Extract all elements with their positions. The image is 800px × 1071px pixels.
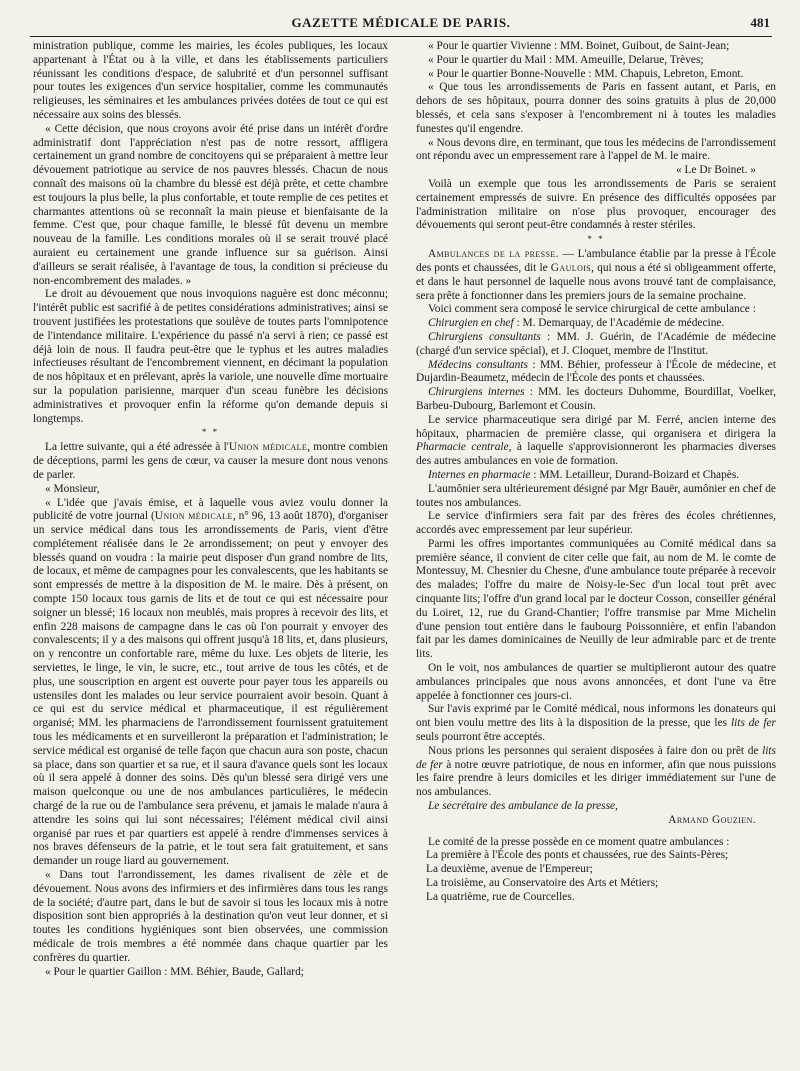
paragraph: Le droit au dévouement que nous invoquions naguère est donc méconnu; l'intérêt public est sacrifié à de petites considérations administratives; ainsi se trouvent justifiées les protestations que soulève de toutes parts l'omnipotence de l'intendance militaire. L'expérience du passé n'a servi à rien; ce passé est déjà loin de nous. Il faudra peut-être que le typhus et les autres maladies infectieuses résultant de l'encombrement viennent, en décimant la population de nos hôpitaux et en prélevant, après la variole, une nouvelle dîme mortuaire sur la population parisienne, marquer d'un sceau funèbre les décisions administratives et provoquer enfin la réforme qu'on demande depuis si longtemps. [33, 288, 388, 425]
page-header [30, 10, 772, 37]
text: : MM. Letailleur, Durand-Boizard et Chapès. [530, 468, 740, 481]
paragraph [416, 386, 776, 414]
paragraph: « Cette décision, que nous croyons avoir été prise dans un intérêt d'ordre administratif dont l'appréciation n'est pas de notre ressort, affligera certainement un grand nombre de concitoyens qui se préparaient à mettre leur dévouement patriotique au service de nos pauvres blessés. Chacun de nous connaît des maisons où la chambre du blessé est déjà prête, et cette chambre est toujours la plus belle, la plus confortable, et toute remplie de ces petites et charmantes attentions où se reconnaît la main pieuse et bienfaisante de la femme. C'est que, pour chaque famille, le blessé fût devenu un membre nouveau de la famille. Les conditions morales où il se serait trouvé placé auraient eu certainement une grande influence sur sa guérison. Ainsi d'ailleurs se serait réalisée, à l'avantage de tous, la condition si précieuse du non-encombrement des malades. » [33, 122, 388, 287]
role-label: Chirurgien en chef [428, 317, 514, 330]
text: Le service pharmaceutique sera dirigé par M. Ferré, ancien interne des hôpitaux, pharmacien de première classe, qui organisera et dirigera la [416, 413, 776, 440]
text: « L'idée que j'avais émise, et à laquelle vous aviez voulu donner la publicité de votre journal ( [33, 496, 388, 523]
text: — L'ambulance établie par la presse à l'École des ponts et chaussées, dit le [416, 248, 776, 274]
emphasis: Pharmacie centrale [416, 441, 509, 454]
section-separator: * * [201, 427, 220, 438]
paragraph [416, 414, 776, 469]
text: : M. Demarquay, de l'Académie de médecine. [513, 317, 725, 330]
salutation: « Monsieur, [45, 482, 100, 495]
journal-name: Union médicale [228, 441, 308, 454]
text: La lettre suivante, qui a été adressée à l' [45, 441, 229, 454]
paragraph [33, 497, 388, 870]
spacer [416, 828, 776, 836]
paragraph: Le comité de la presse possède en ce moment quatre ambulances : [428, 835, 730, 848]
signature [416, 814, 776, 828]
paragraph: On le voit, nos ambulances de quartier se multiplieront autour des quatre ambulances principales que nous avons annoncées, et dont l'une va être appelée à fonctionner ces jours-ci. [416, 662, 776, 702]
paragraph: « Pour le quartier du Mail : MM. Ameuille, Delarue, Trèves; [428, 53, 704, 66]
section-title: Ambulances de la presse. [428, 248, 559, 261]
journal-name: Union médicale [154, 510, 233, 523]
role-label: Chirurgiens consultants [428, 330, 541, 343]
paragraph: « Dans tout l'arrondissement, les dames rivalisent de zèle et de dévouement. Nous avons des infirmiers et des infirmières dans tous les rangs de la société; d'autre part, dans le but de savoir si tous les locaux mis à notre disposition sont bien appropriés à la destination qu'on veut leur donner, et si toutes les conditions hygiéniques sont bien observées, une commission médicale de trois membres a été nommée dans chaque quartier par les confrères du quartier. [33, 869, 388, 964]
paragraph: « Nous devons dire, en terminant, que tous les médecins de l'arrondissement ont répondu avec un empressement rare à l'appel de M. le maire. [416, 136, 776, 163]
paragraph: « Pour le quartier Bonne-Nouvelle : MM. Chapuis, Lebreton, Emont. [428, 67, 744, 80]
paragraph: Parmi les offres importantes communiquées au Comité médical dans sa première séance, il convient de citer celle que fait, au nom de M. le comte de Montessuy, M. Chesnier du Chesne, d'une ambulance toute préparée à recevoir des malades; l'offre du maire de Noisy-le-Sec d'un local tout prêt avec cinquante lits; l'offre d'un grand local par le docteur Cosson, conseiller général du Loiret, 12, rue du Grand-Chantier; l'offre transmise par Mme Michelin d'une pension tout entière dans le faubourg Poissonnière, et enfin l'abandon fait par les dames dominicaines de Neuilly de leur admirable parc et de trente lits. [416, 537, 776, 661]
signature-name: Armand Gouzien. [668, 813, 756, 826]
list-item: La deuxième, avenue de l'Empereur; [426, 863, 593, 876]
left-column [33, 40, 388, 1065]
signature: « Le Dr Boinet. » [675, 164, 756, 177]
emphasis: lits de fer [416, 744, 776, 771]
list-item: La troisième, au Conservatoire des Arts et Métiers; [426, 877, 659, 890]
right-column [416, 40, 776, 1065]
role-label: Internes en pharmacie [428, 468, 531, 481]
paragraph: Voici comment sera composé le service chirurgical de cette ambulance : [428, 303, 756, 316]
role-label: Chirurgiens internes [428, 386, 525, 399]
text: : MM. les docteurs Duhomme, Bourdillat, Voelker, Barbeu-Dubourg, Barlemont et Cousin. [416, 386, 776, 412]
text: , à laquelle s'approvisionneront les pharmacies diverses des autres ambulances en voie de formation. [416, 441, 776, 468]
list-item: La première à l'École des ponts et chaussées, rue des Saints-Pères; [426, 849, 729, 862]
paragraph [416, 469, 776, 483]
paragraph [416, 359, 776, 387]
text: : MM. J. Guérin, de l'Académie de médecine (chargé d'un service spécial), et J. Cloquet, membre de l'Institut. [416, 330, 776, 357]
paragraph: « Pour le quartier Vivienne : MM. Boinet, Guibout, de Saint-Jean; [428, 40, 730, 52]
paragraph [416, 317, 776, 331]
secretary-line [416, 800, 776, 814]
emphasis: lits de fer [730, 717, 776, 730]
paragraph: « Pour le quartier Gaillon : MM. Béhier, Baude, Gallard; [45, 965, 304, 978]
paragraph: Le service d'infirmiers sera fait par des frères des écoles chrétiennes, accordés avec empressement par leur supérieur. [416, 510, 776, 537]
page-number: 481 [750, 15, 770, 30]
text: Sur l'avis exprimé par le Comité médical, nous informons les donateurs qui ont bien voulu mettre des lits à la disposition de la presse, que les [416, 703, 776, 730]
secretary-title: Le secrétaire des ambulance de la presse, [428, 800, 618, 813]
text: , n° 96, 13 août 1870), d'organiser un service médical dans tous les arrondissements de Paris, vient d'être complétement réalisée dans le 2e arrondissement; on peut y envoyer des blessés quand on voudra : la mairie peut disposer d'un grand nombre de lits, de locaux, et même de campagnes pour les convalescents, que les habitants se sont empressés de mettre à la disposition de M. le maire. Dès à présent, on compte 150 locaux tous garnis de lits et de tout ce qui est nécessaire pour soigner un blessé; 16 locaux non meublés, mais propres à recevoir des lits, et enfin 228 maisons de campagne dans le cas où l'on pourrait y envoyer des convalescents; il y a des maisons qui offrent jusqu'à 18 lits, et, dans plusieurs, on y rencontre un confortable rare, même du luxe. Les objets de literie, les serviettes, le linge, le vin, le sucre, etc., tout arrive de tous les côtés, et de plus, une souscription en argent est ouverte pour payer tous les appareils ou ustensiles dont les malades ou leur service pourraient avoir besoin. Quant à ce qui est du service médical et pharmaceutique, il est régulièrement organisé; MM. les pharmaciens de l'arrondissement fournissent gratuitement tous les médicaments et en surveilleront la préparation et l'administration; le service médical est organisé de telle façon que chacun aura son poste, chacun sa place, dans son quartier et sa rue, et il saura d'avance quels sont les locaux où il sera appelé à donner des soins. Dès qu'un blessé sera dirigé vers une maison quelconque ou une de nos ambulances particulières, le médecin chargé de la rue ou de l'ambulance sera prévenu, et jamais le malade n'aura à attendre les soins qui lui sont nécessaires; l'élément médical civil ainsi organisé par rues et par quartiers est appelé à rendre d'immenses services à nos braves défenseurs de la patrie, et le tout sera fait gratuitement, et sans demander un rouge liard au gouvernement. [33, 510, 388, 868]
text: : MM. Béhier, professeur à l'École de médecine, et Dujardin-Beaumetz, médecin de l'École des ponts et chaussées. [416, 358, 776, 385]
text: , montre combien de déceptions, parmi les gens de cœur, va causer la mesure dont nous venons de parler. [33, 441, 388, 481]
paragraph [416, 703, 776, 744]
paragraph [416, 331, 776, 359]
paragraph [416, 745, 776, 800]
paragraph: ministration publique, comme les mairies, les écoles publiques, les locaux appartenant à l'État ou à la ville, et dans les établissements particuliers réunissant les conditions d'espace, de salubrité et d'un personnel suffisant pour toutes les exigences d'un service hospitalier, comme les communautés religieuses, les séminaires et les ambulances privées dotées de tout ce qui est nécessaire aux soins des blessés. [33, 40, 388, 121]
paragraph: L'aumônier sera ultérieurement désigné par Mgr Bauër, aumônier en chef de toutes nos ambulances. [416, 482, 776, 509]
journal-name: Gaulois [550, 261, 592, 274]
paragraph [33, 441, 388, 482]
paragraph [416, 248, 776, 303]
paragraph: « Que tous les arrondissements de Paris en fassent autant, et Paris, en dehors de ses hôpitaux, pourra donner des soins gratuits à plus de 20,000 blessés, et cela sans s'exposer à l'encombrement ni à toutes les maladies funestes qu'il engendre. [416, 81, 776, 135]
text: seuls pourront être acceptés. [416, 731, 546, 744]
text: Nous prions les personnes qui seraient disposées à faire don ou prêt de [428, 744, 763, 757]
journal-title: GAZETTE MÉDICALE DE PARIS. [291, 15, 511, 30]
section-separator: * * [587, 234, 605, 245]
list-item: La quatrième, rue de Courcelles. [426, 890, 575, 903]
text: à notre œuvre patriotique, de nous en informer, afin que nous puissions les faire prendre à leurs domiciles et les diriger immédiatement sur l'une de nos ambulances. [416, 758, 776, 799]
paragraph: Voilà un exemple que tous les arrondissements de Paris se seraient certainement empressés de suivre. En présence des difficultés opposées par l'administration militaire on n'ose plus provoquer, encourager des dévouements qui seront peut-être condamnés à rester stériles. [416, 177, 776, 232]
text: , qui nous a été si obligeamment offerte, et dans le haut personnel de laquelle nous avons trouvé tant de complaisance, sera prête à fonctionner dans les premiers jours de la semaine prochaine. [416, 261, 776, 302]
role-label: Médecins consultants [428, 358, 528, 371]
